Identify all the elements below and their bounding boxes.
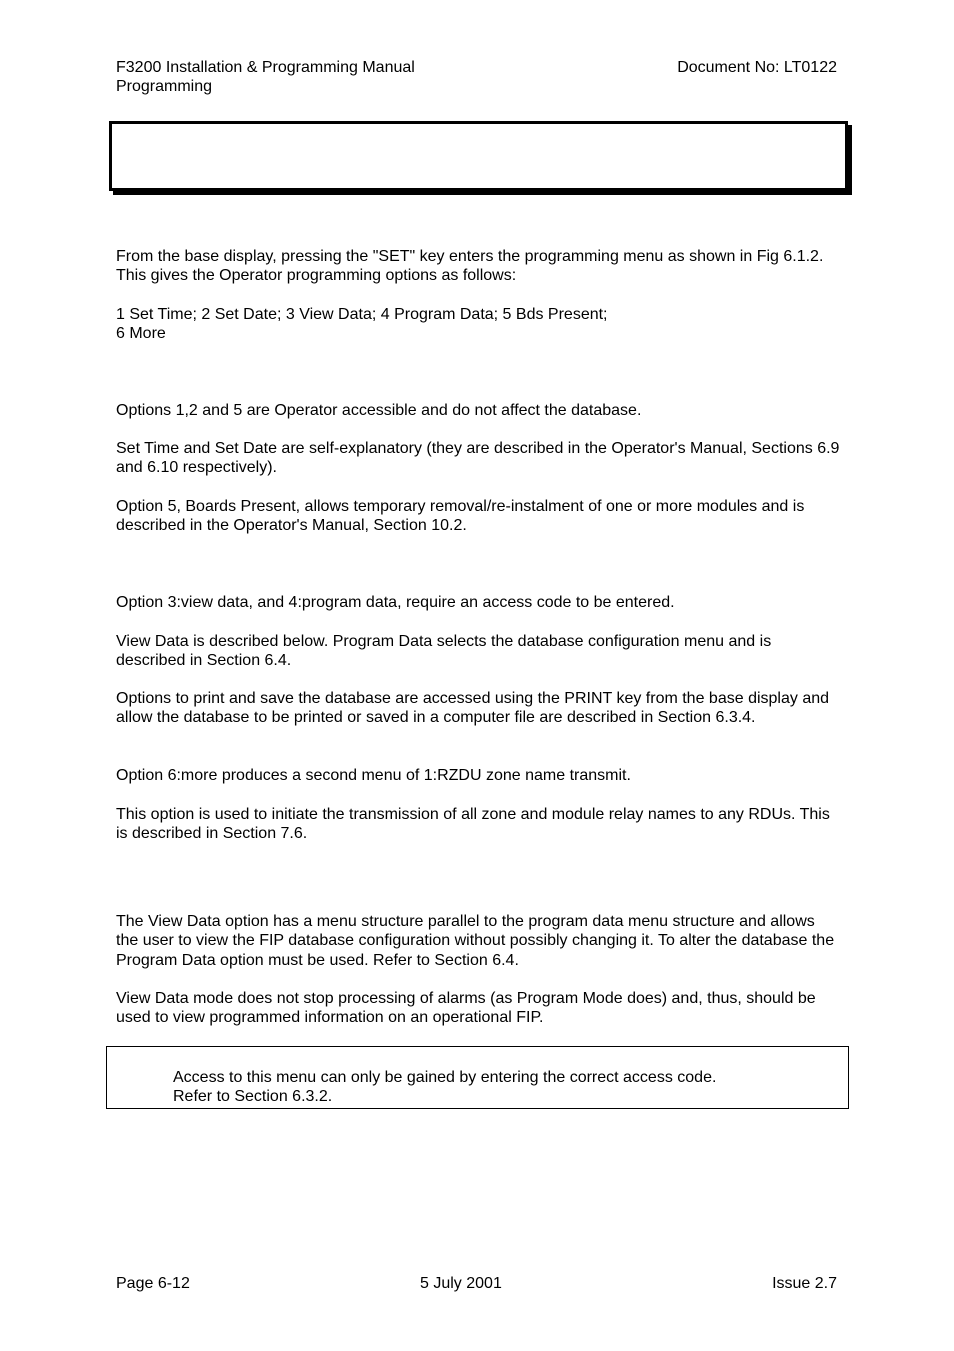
paragraph-view-data-structure: The View Data option has a menu structure parallel to the program data menu structure and allows the user to view the FIP database configuration without possibly changing it. To alter the database the Program Data option must be used. Refer to Section 6.4. <box>116 913 835 969</box>
paragraph-intro: From the base display, pressing the "SET" key enters the programming menu as shown in Fig 6.1.2. This gives the Operator programming options as follows: <box>116 248 824 285</box>
issue-number: Issue 2.7 <box>772 1275 837 1292</box>
note-box <box>106 1046 849 1109</box>
paragraph-print-save: Options to print and save the database are accessed using the PRINT key from the base display and allow the database to be printed or saved in a computer file are described in Section 6.3.4. <box>116 690 830 727</box>
document-number: Document No: LT0122 <box>677 59 837 76</box>
paragraph-option-6: Option 6:more produces a second menu of 1:RZDU zone name transmit. <box>116 767 631 784</box>
paragraph-set-time-date: Set Time and Set Date are self-explanatory (they are described in the Operator's Manual, Sections 6.9 and 6.10 respectively). <box>116 440 840 477</box>
paragraph-access-code: Option 3:view data, and 4:program data, require an access code to be entered. <box>116 594 675 611</box>
paragraph-view-data-mode: View Data mode does not stop processing of alarms (as Program Mode does) and, thus, should be used to view programmed information on an operational FIP. <box>116 990 816 1027</box>
paragraph-boards-present: Option 5, Boards Present, allows temporary removal/re-instalment of one or more modules and is described in the Operator's Manual, Section 10.2. <box>116 498 805 535</box>
paragraph-options-list: 1 Set Time; 2 Set Date; 3 View Data; 4 Program Data; 5 Bds Present; 6 More <box>116 306 608 343</box>
paragraph-rdu-transmit: This option is used to initiate the transmission of all zone and module relay names to any RDUs. This is described in Section 7.6. <box>116 806 830 843</box>
header-left <box>116 58 415 97</box>
paragraph-operator-options: Options 1,2 and 5 are Operator accessible and do not affect the database. <box>116 402 642 419</box>
manual-title: F3200 Installation & Programming Manual <box>116 59 415 76</box>
note-text: Access to this menu can only be gained by entering the correct access code. Refer to Section 6.3.2. <box>173 1069 717 1106</box>
paragraph-view-program-data: View Data is described below. Program Data selects the database configuration menu and is described in Section 6.4. <box>116 633 772 670</box>
section-name: Programming <box>116 78 213 96</box>
page-number: Page 6-12 <box>116 1275 190 1292</box>
section-title-box <box>109 121 848 191</box>
document-date: 5 July 2001 <box>420 1275 502 1292</box>
